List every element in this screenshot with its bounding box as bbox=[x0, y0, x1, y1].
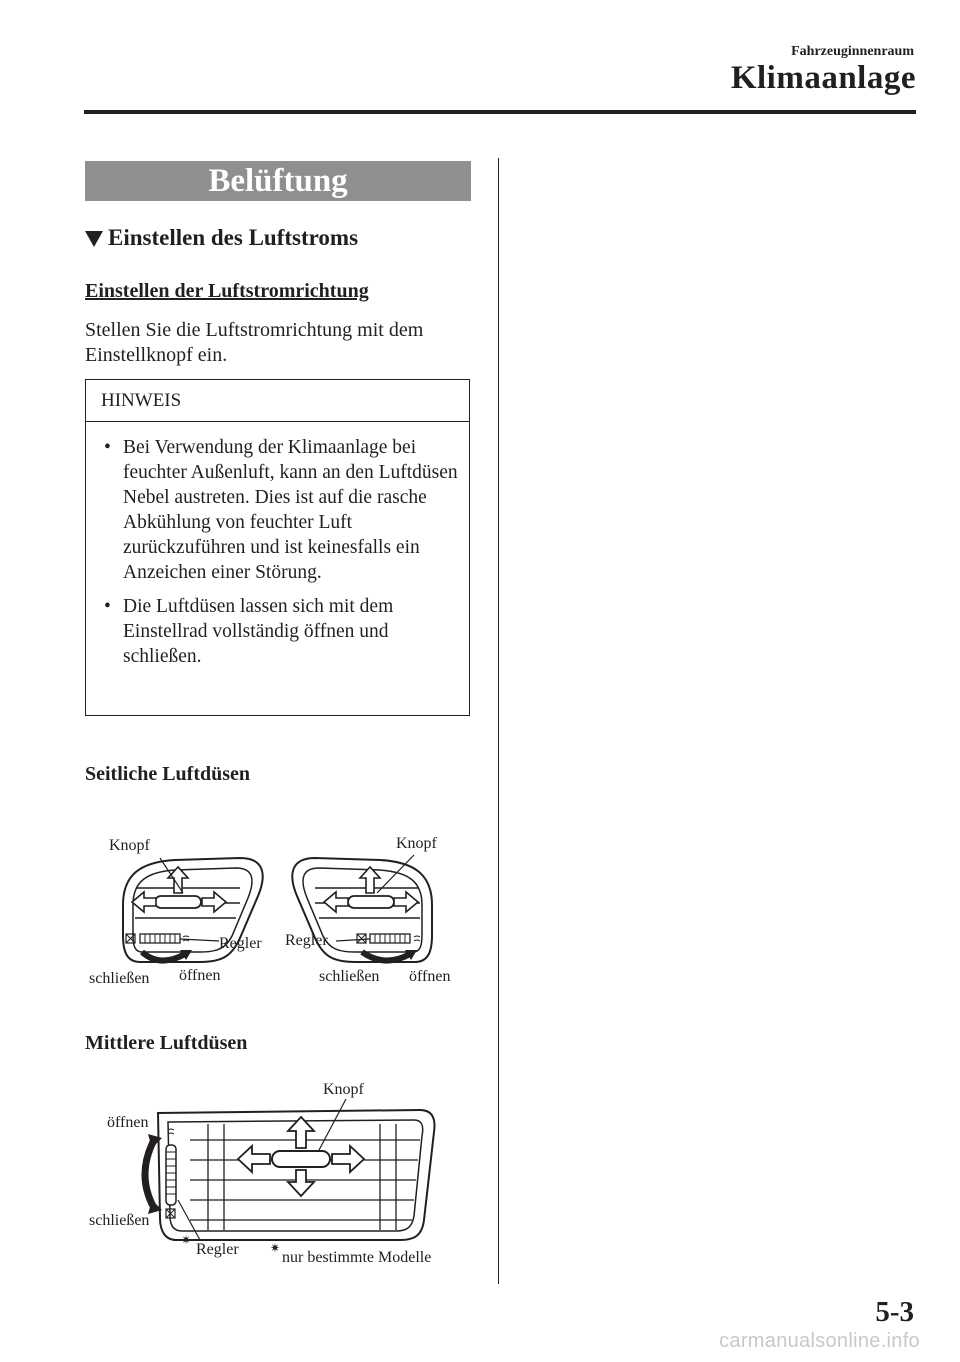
left-vent-open-label: öffnen bbox=[179, 967, 221, 984]
header-section: Fahrzeuginnenraum bbox=[791, 44, 914, 59]
center-vent-open-label: öffnen bbox=[107, 1114, 149, 1131]
section-banner: Belüftung bbox=[85, 161, 471, 201]
center-vent-close-label: schließen bbox=[89, 1212, 150, 1229]
watermark: carmanualsonline.info bbox=[719, 1330, 920, 1352]
note-item-text: Bei Verwendung der Klimaanlage bei feuchter Außenluft, kann an den Luftdüsen Nebel austreten. Dies ist auf die rasche Abkühlung von feuchter Luft zurückzuführen und ist keinesfalls ein Anzeichen einer Störung. bbox=[123, 437, 458, 583]
right-vent-open-label: öffnen bbox=[409, 968, 451, 985]
subheading: Einstellen der Luftstromrichtung bbox=[85, 280, 369, 302]
left-vent-close-label: schließen bbox=[89, 970, 150, 987]
note-title: HINWEIS bbox=[86, 380, 469, 422]
center-vent-knob-label: Knopf bbox=[323, 1081, 364, 1098]
page-number: 5-3 bbox=[875, 1296, 914, 1328]
instruction-paragraph: Stellen Sie die Luftstromrichtung mit dem Einstellknopf ein. bbox=[85, 319, 424, 366]
right-vent-close-label: schließen bbox=[319, 968, 380, 985]
note-item-text: Die Luftdüsen lassen sich mit dem Einstellrad vollständig öffnen und schließen. bbox=[123, 596, 394, 667]
right-vent-regler-label: Regler bbox=[285, 932, 328, 949]
center-vents-caption: Mittlere Luftdüsen bbox=[85, 1032, 248, 1054]
footnote-text: nur bestimmte Modelle bbox=[282, 1249, 432, 1266]
asterisk-icon: ✷ bbox=[181, 1233, 192, 1247]
center-vent-regler-label: Regler bbox=[196, 1241, 239, 1258]
section-heading-text: Einstellen des Luftstroms bbox=[108, 225, 359, 250]
header-chapter: Klimaanlage bbox=[730, 60, 916, 96]
left-vent-regler-label: Regler bbox=[219, 935, 262, 952]
bullet: • bbox=[104, 596, 111, 617]
left-vent-knob-label: Knopf bbox=[109, 837, 150, 854]
side-vents-caption: Seitliche Luftdüsen bbox=[85, 763, 251, 785]
asterisk-icon: ✷ bbox=[270, 1241, 281, 1255]
right-vent-knob-label: Knopf bbox=[396, 835, 437, 852]
bullet: • bbox=[104, 437, 111, 458]
